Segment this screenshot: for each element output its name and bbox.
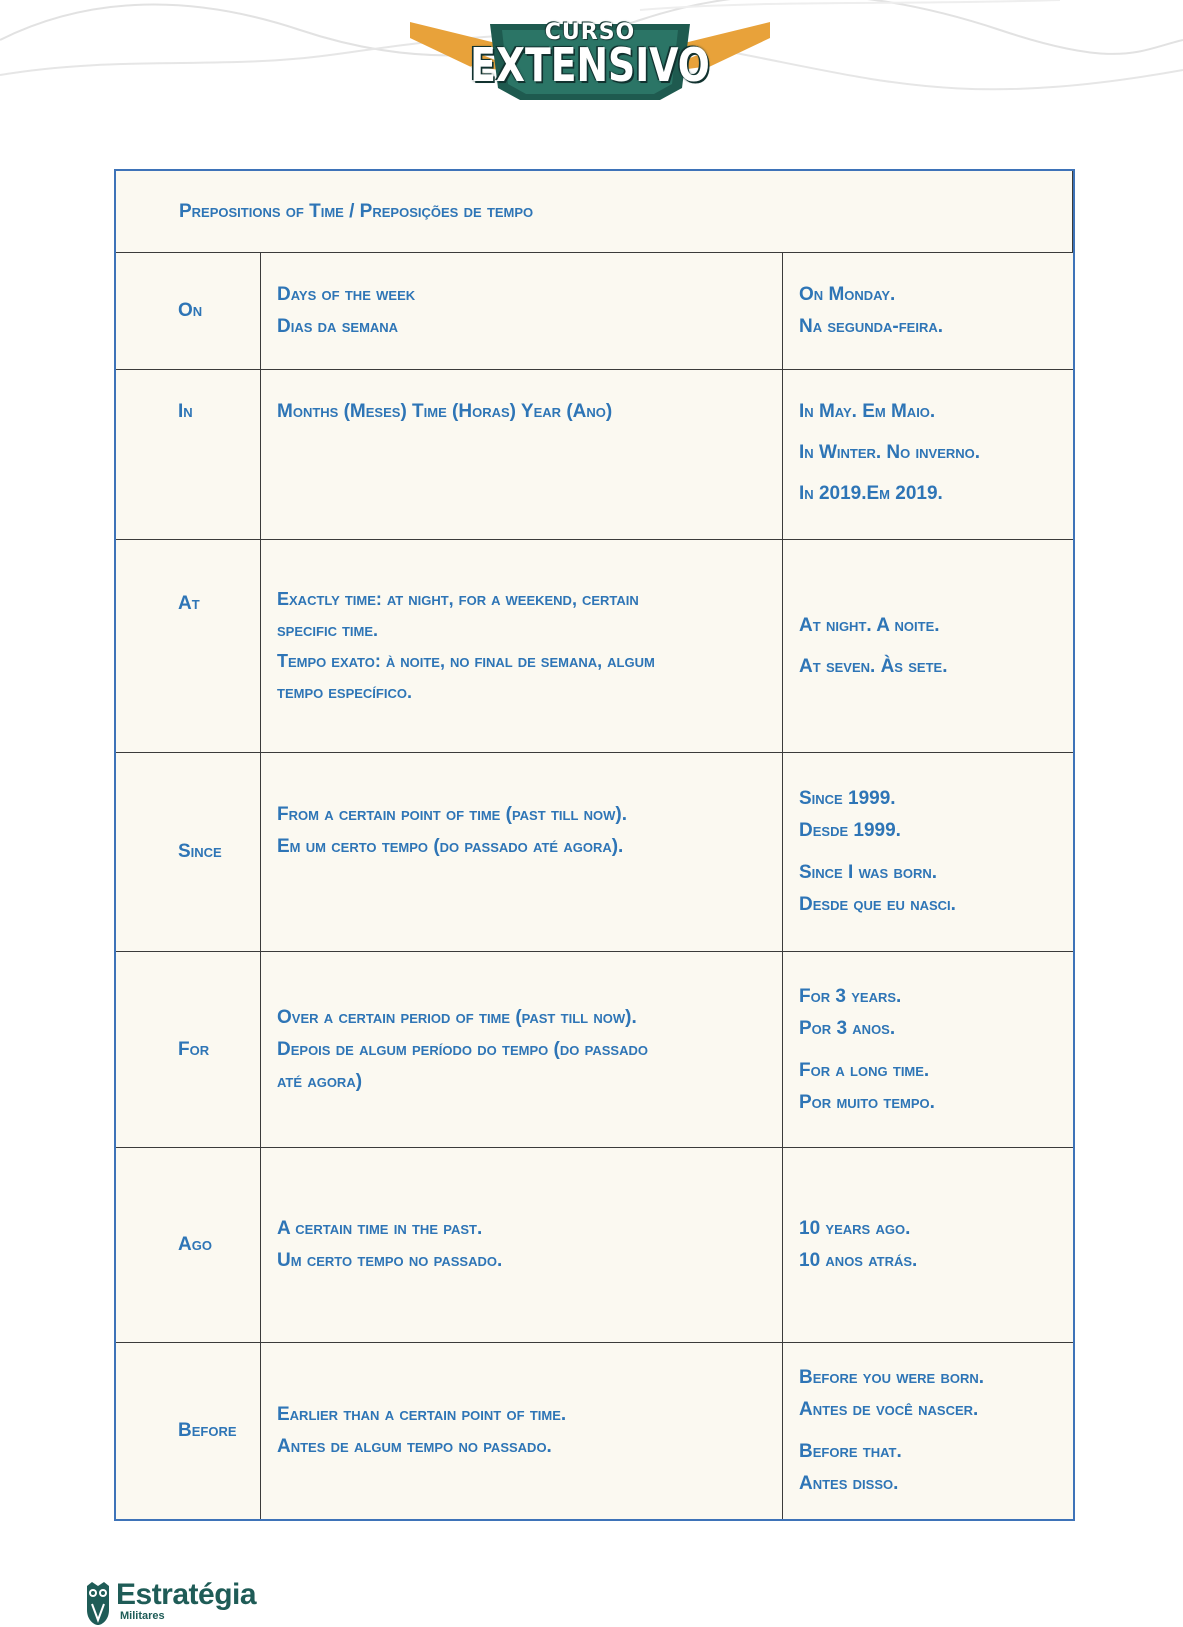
desc-before	[261, 1343, 783, 1519]
example-line: In May. Em Maio.	[799, 401, 936, 422]
example-at	[783, 540, 1073, 753]
logo-extensivo-text: EXTENSIVO	[470, 38, 710, 92]
example-line: At night. A noite.	[799, 615, 940, 636]
desc-for	[261, 952, 783, 1148]
example-in	[783, 370, 1073, 540]
spacer	[799, 1426, 1073, 1436]
example-line: Antes disso.	[799, 1473, 899, 1494]
desc-line: From a certain point of time (past till now).	[277, 804, 628, 825]
desc-line: Tempo exato: à noite, no final de semana, algum	[277, 651, 655, 671]
example-line: Before you were born.	[799, 1367, 985, 1388]
table-title: Prepositions of Time / Preposições de tempo	[116, 171, 1073, 253]
desc-line: Over a certain period of time (past till now).	[277, 1006, 637, 1028]
desc-line: Exactly time: at night, for a weekend, certain	[277, 589, 639, 609]
term-at: At	[116, 540, 261, 753]
brand-subtitle: Militares	[120, 1610, 165, 1622]
example-line: Desde que eu nasci.	[799, 894, 956, 915]
example-line: 10 years ago.	[799, 1218, 911, 1239]
desc-ago	[261, 1148, 783, 1343]
spacer	[799, 1045, 1073, 1055]
example-line: Na segunda-feira.	[799, 316, 944, 337]
brand-name: Estratégia	[116, 1578, 257, 1611]
curso-extensivo-logo	[410, 14, 770, 100]
desc-in	[261, 370, 783, 540]
desc-line: Days of the week	[277, 284, 416, 305]
logo-curso-text: CURSO	[544, 20, 636, 45]
term-ago: Ago	[116, 1148, 261, 1343]
desc-line: Months (Meses) Time (Horas) Year (Ano)	[277, 401, 613, 422]
desc-since	[261, 753, 783, 952]
desc-line: tempo específico.	[277, 682, 412, 702]
example-line: Since I was born.	[799, 862, 938, 883]
example-line: On Monday.	[799, 284, 896, 305]
example-since	[783, 753, 1073, 952]
term-in: In	[116, 370, 261, 540]
term-for: For	[116, 952, 261, 1148]
desc-at	[261, 540, 783, 753]
term-before: Before	[116, 1343, 261, 1519]
example-for	[783, 952, 1073, 1148]
estrategia-militares-logo	[84, 1578, 284, 1627]
example-ago	[783, 1148, 1073, 1343]
desc-line: Depois de algum período do tempo (do passado	[277, 1038, 648, 1060]
prepositions-table	[114, 169, 1075, 1521]
desc-line: Em um certo tempo (do passado até agora).	[277, 836, 624, 857]
example-line: Before that.	[799, 1441, 902, 1462]
example-line: Desde 1999.	[799, 820, 901, 841]
example-line: Por 3 anos.	[799, 1017, 896, 1039]
example-line: For 3 years.	[799, 985, 902, 1007]
spacer	[799, 847, 1073, 857]
desc-line: Antes de algum tempo no passado.	[277, 1436, 552, 1457]
example-line: For a long time.	[799, 1059, 930, 1081]
desc-line: Um certo tempo no passado.	[277, 1250, 503, 1271]
desc-on	[261, 253, 783, 370]
desc-line: Dias da semana	[277, 316, 399, 337]
desc-line: A certain time in the past.	[277, 1218, 483, 1239]
term-on: On	[116, 253, 261, 370]
example-on	[783, 253, 1073, 370]
owl-icon	[84, 1580, 112, 1626]
desc-line: até agora)	[277, 1070, 363, 1092]
example-line: In 2019.Em 2019.	[799, 483, 943, 504]
example-line: Por muito tempo.	[799, 1091, 935, 1113]
term-since: Since	[116, 753, 261, 952]
example-line: At seven. Às sete.	[799, 656, 948, 677]
example-line: In Winter. No inverno.	[799, 442, 981, 463]
example-line: Antes de você nascer.	[799, 1399, 979, 1420]
example-before	[783, 1343, 1073, 1519]
desc-line: specific time.	[277, 620, 379, 640]
example-line: 10 anos atrás.	[799, 1250, 918, 1271]
example-line: Since 1999.	[799, 788, 896, 809]
desc-line: Earlier than a certain point of time.	[277, 1404, 567, 1425]
